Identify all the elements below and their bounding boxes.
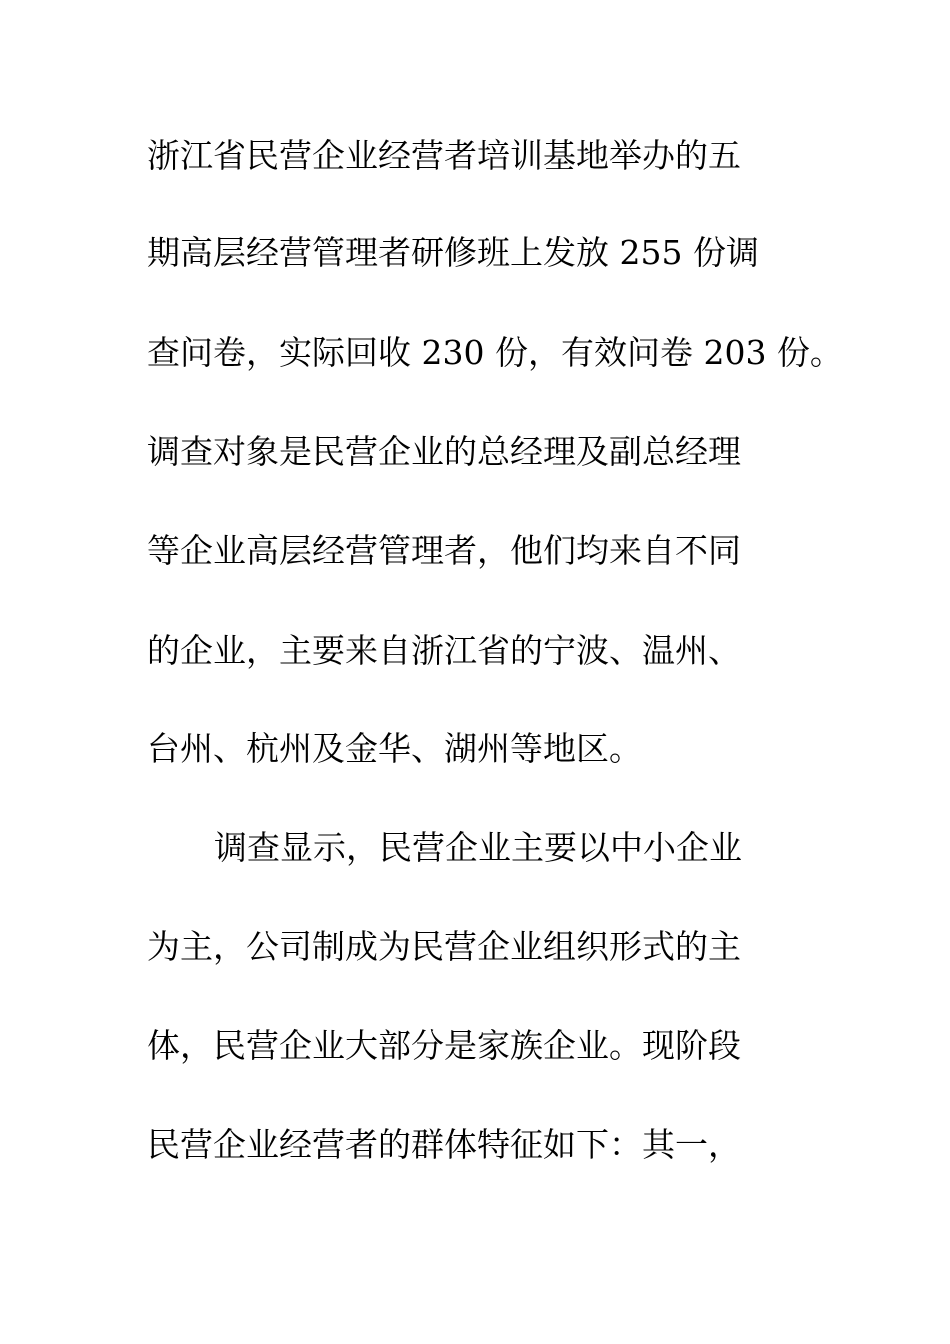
text-line-2: 期高层经营管理者研修班上发放 255 份调	[147, 233, 759, 272]
text-line-1: 浙江省民营企业经营者培训基地举办的五	[147, 136, 741, 175]
text-line-5: 等企业高层经营管理者，他们均来自不同	[147, 531, 741, 570]
text-line-3: 查问卷，实际回收 230 份，有效问卷 203 份。	[147, 333, 843, 372]
text-line-10: 体，民营企业大部分是家族企业。现阶段	[147, 1026, 741, 1065]
text-line-11: 民营企业经营者的群体特征如下：其一，	[147, 1125, 741, 1164]
text-line-9: 为主，公司制成为民营企业组织形式的主	[147, 927, 741, 966]
text-line-4: 调查对象是民营企业的总经理及副总经理	[147, 432, 741, 471]
text-line-6: 的企业，主要来自浙江省的宁波、温州、	[147, 631, 741, 670]
paragraph-2-first-line: 调查显示，民营企业主要以中小企业	[214, 828, 742, 867]
text-line-7: 台州、杭州及金华、湖州等地区。	[147, 729, 642, 768]
